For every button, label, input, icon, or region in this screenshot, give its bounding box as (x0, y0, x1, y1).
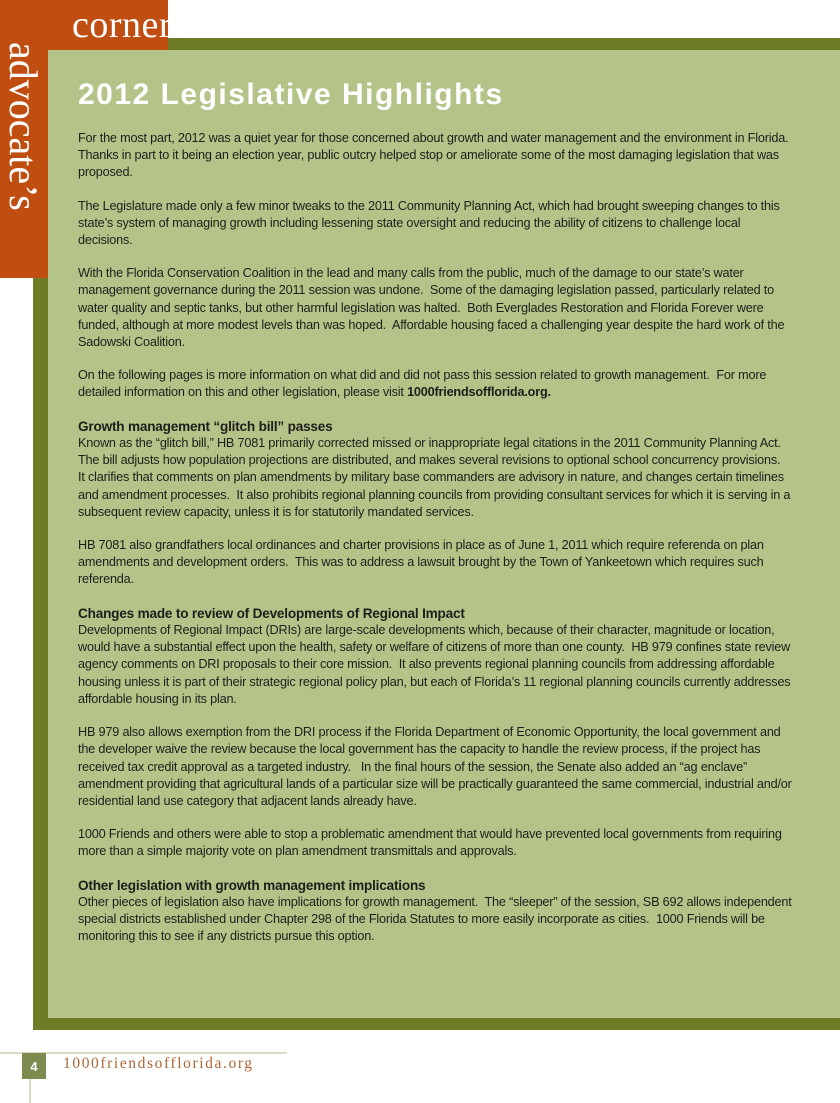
visit-text: On the following pages is more information on what did and did not pass this session related to growth management. For more detailed information on this and other legislation, please visit (78, 368, 770, 400)
corner-label: corner (72, 4, 173, 46)
section-heading-dri: Changes made to review of Developments of Regional Impact (78, 605, 465, 621)
advocates-vertical-label: advocate’s (1, 42, 46, 211)
section-heading-other-legislation: Other legislation with growth management implications (78, 877, 426, 893)
intro-paragraph: The Legislature made only a few minor tweaks to the 2011 Community Planning Act, which had brought sweeping changes to this state’s system of managing growth including lessening state oversight and reducing the ability of citizens to challenge local decisions. (78, 198, 783, 248)
content-panel (48, 50, 840, 1018)
website-url-bold[interactable]: 1000friendsofflorida.org. (407, 385, 551, 400)
section-paragraph: HB 979 also allows exemption from the DRI process if the Florida Department of Economic Opportunity, the local government and the developer waive the review because the local government has the capacity to handle the review process, if the project has received tax credit approval as a targeted industry. In the final hours of the session, the Senate also added an “ag enclave” amendment providing that agricultural lands of a particular size will be practically guaranteed the same commercial, industrial and/or residential land use category that adjacent lands already have. (78, 725, 796, 808)
masthead-vertical-strip (0, 42, 48, 278)
section-paragraph: Developments of Regional Impact (DRIs) are large-scale developments which, because of their character, magnitude or location, would have a substantial effect upon the health, safety or welfare of citizens of more than one county. HB 979 confines state review agency comments on DRI proposals to their core mission. It also prevents regional planning councils from addressing affordable housing unless it is part of their strategic regional policy plan, but each of Florida’s 11 regional planning councils currently addresses affordable housing in its plan. (78, 623, 794, 706)
page-number: 4 (30, 1058, 38, 1074)
article-body (78, 130, 796, 946)
footer-site-link[interactable]: 1000friendsofflorida.org (63, 1055, 254, 1072)
section-paragraph: 1000 Friends and others were able to stop a problematic amendment that would have prevented local governments from requiring more than a simple majority vote on plan amendment transmittals and approvals. (78, 827, 786, 859)
intro-paragraph: With the Florida Conservation Coalition in the lead and many calls from the public, much of the damage to our state’s water management governance during the 2011 session was undone. Some of the damaging legislation passed, particularly related to water quality and septic tanks, but other harmful legislation was halted. Both Everglades Restoration and Florida Forever were funded, although at more modest levels than was hoped. Affordable housing faced a challenging year despite the hard work of the Sadowski Coalition. (78, 266, 788, 350)
page-title: 2012 Legislative Highlights (78, 78, 504, 111)
section-paragraph: Known as the “glitch bill,” HB 7081 primarily corrected missed or inappropriate legal citations in the 2011 Community Planning Act. The bill adjusts how population projections are distributed, and makes several revisions to optional school concurrency provisions. It clarifies that comments on plan amendments by military base commanders are advisory in nature, and changes certain timelines and amendment processes. It also prohibits regional planning councils from providing consultant services for which it is serving in a subsequent review capacity, unless it is for statutorily mandated services. (78, 436, 794, 519)
section-paragraph: Other pieces of legislation also have implications for growth management. The “sleeper” of the session, SB 692 allows independent special districts established under Chapter 298 of the Florida Statutes to more easily incorporate as cities. 1000 Friends will be monitoring this to see if any districts pursue this option. (78, 894, 795, 944)
section-heading-glitch-bill: Growth management “glitch bill” passes (78, 418, 333, 434)
page-number-badge (22, 1053, 46, 1079)
visit-paragraph (78, 367, 792, 401)
section-paragraph: HB 7081 also grandfathers local ordinances and charter provisions in place as of June 1, 2011 which require referenda on plan amendments and development orders. This was to address a lawsuit brought by the Town of Yankeetown which requires such referenda. (78, 538, 768, 587)
intro-paragraph: For the most part, 2012 was a quiet year for those concerned about growth and water management and the environment in Florida. Thanks in part to it being an election year, public outcry helped stop or ameliorate some of the most damaging legislation that was proposed. (78, 131, 795, 180)
